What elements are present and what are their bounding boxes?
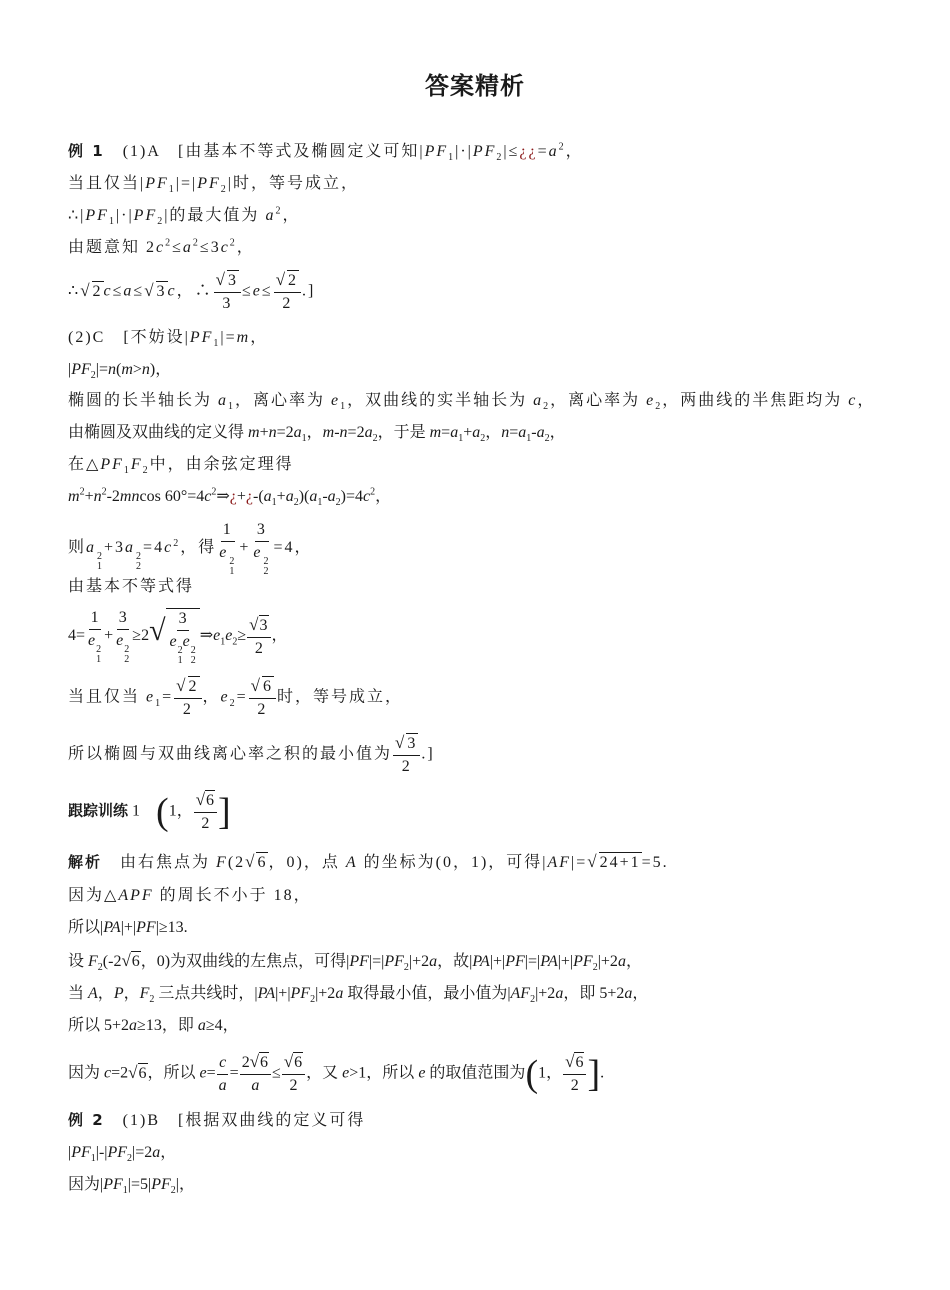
analysis-line-3: 所以|PA|+|PF|≥13. — [68, 919, 188, 936]
ex1-line-14: 4= 1 e 2 1 + 3 e 2 2 ≥2 √ 3 e 2 1 e 2 2 $\Rightarrow e_1e_2\ge$ √ 3 2 ， — [68, 609, 288, 667]
ex1-line-7: $|PF_2|=n(m>n)$， — [68, 361, 172, 382]
analysis-line-2: 因为△APF 的周长不小于 18， — [68, 887, 312, 904]
ex1-line-13: 由基本不等式得 — [68, 578, 195, 595]
ex1-line-11: $m^2+n^2-2mncos$ $60^\circ=4c^2\Rightarrow¿+¿-(a_1+a_2)(a_1-a_2)=4c^2$， — [68, 486, 392, 509]
ex1-line-8: 椭圆的长半轴长为 $a_1$，离心率为 $e_1$，双曲线的实半轴长为 $a_2$，离心率为 $e_2$，两曲线的半焦距均为 c， — [68, 392, 876, 413]
ex1-line-4: 由题意知 $2c^2\le a^2\le 3c^2$， — [68, 237, 255, 256]
ex1-line-3: $\therefore|PF_1|\cdot|PF_2|$的最大值为 $a^2$， — [68, 205, 301, 228]
ex2-line-1: 例 2 (1)B [根据双曲线的定义可得 — [68, 1111, 366, 1129]
ex2-line-3: 因为$|PF_1|=5|PF_2|$， — [68, 1176, 195, 1197]
ex1-line-1: 例 1 (1)A [由基本不等式及椭圆定义可知$|PF_1|\cdot|PF_2|\le¿¿=a^2$， — [68, 141, 584, 164]
ex2-label: 例 2 — [68, 1111, 105, 1129]
analysis-line-7: 因为 c=2 √ 6 ，所以 e= $\frac{c}{a}$ = 2 √ 6 a ≤ √ 6 2 ，又 e>1，所以 e 的取值范围为(1， √ 6 2 ]. — [68, 1052, 605, 1095]
ex1-line-10: 在$\triangle PF_1F_2$中，由余弦定理得 — [68, 456, 294, 477]
ex1-line-5: ∴ √ 2 c≤a≤ √ 3 c，∴ √ 3 3 ≤e≤ √ 2 2 .] — [68, 270, 316, 312]
analysis-line-4: 设 $F_2(-2$ √ 6 ，0)为双曲线的左焦点，可得$|PF|=|PF_2|+2a$，故$|PA|+|PF|=|PA|+|PF_2|+2a$， — [68, 951, 642, 974]
ex1-line-12: 则a 2 1 +3a 2 2 $=4c^2$，得 1 e 2 1 + 3 e 2 2 =4， — [68, 521, 313, 577]
drill-1: 跟踪训练 1 (1， √ 6 2 ] — [68, 790, 231, 833]
ex1-line-9: 由椭圆及双曲线的定义得 $m+n=2a_1$，$m-n=2a_2$，于是 $m=a_1+a_2$，$n=a_1-a_2$， — [68, 424, 566, 445]
analysis-label: 解析 — [68, 853, 103, 871]
analysis-line-6: 所以 5+2a≥13，即 a≥4， — [68, 1017, 239, 1034]
ex1-label: 例 1 — [68, 142, 105, 160]
analysis-line-1: 解析 由右焦点为 F(2 √ 6 ，0)，点 A 的坐标为(0，1)，可得|AF|= √ 24+1 =5. — [68, 852, 669, 871]
ex2-line-2: $|PF_1|-|PF_2|=2a$， — [68, 1144, 177, 1165]
ex1-line-6: (2)C [不妨设$|PF_1|=m$， — [68, 329, 269, 350]
drill-label: 跟踪训练 — [68, 801, 129, 820]
page-title: 答案精析 — [425, 72, 525, 100]
ex1-line-15: 当且仅当 $e_1=$ √ 2 2 ，$e_2=$ √ 6 2 时，等号成立， — [68, 676, 404, 718]
ex1-line-2: 当且仅当$|PF_1|=|PF_2|$时，等号成立， — [68, 175, 359, 196]
analysis-line-5: 当 A，P，$F_2$ 三点共线时，$|PA|+|PF_2|+2a$ 取得最小值，最小值为$|AF_2|+2a$，即 5+2a， — [68, 985, 649, 1006]
ex1-line-16: 所以椭圆与双曲线离心率之积的最小值为 √ 3 2 .] — [68, 733, 435, 775]
